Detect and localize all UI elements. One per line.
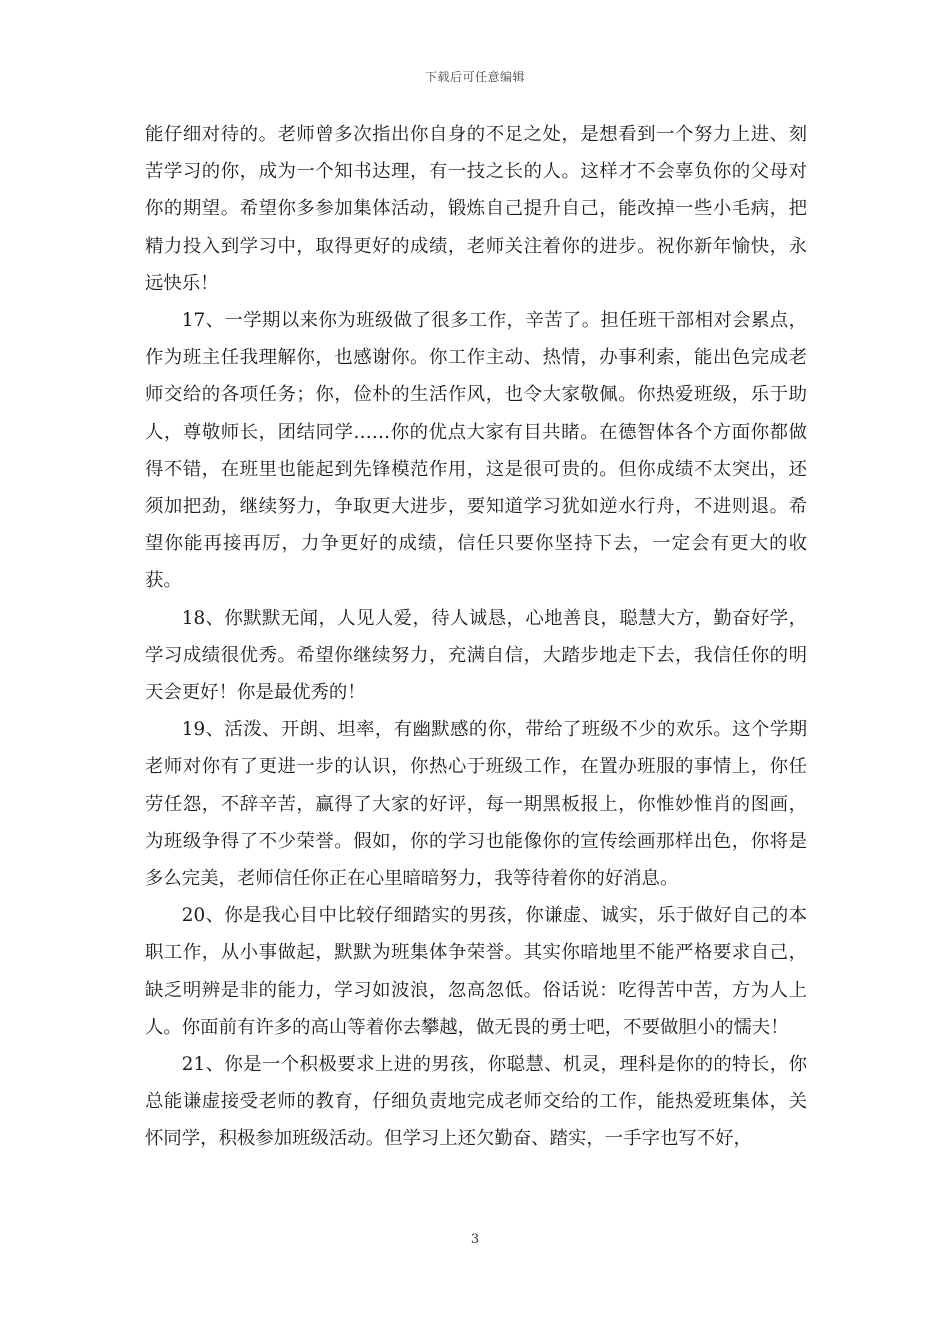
document-body — [145, 116, 807, 1158]
paragraph-comment-21: 21、你是一个积极要求上进的男孩，你聪慧、机灵，理科是你的的特长，你总能谦虚接受老师的教育，仔细负责地完成老师交给的工作，能热爱班集体，关怀同学，积极参加班级活动。但学习上还欠勤奋、踏实，一手字也写不好， — [145, 1054, 807, 1150]
paragraph-comment-19: 19、活泼、开朗、坦率，有幽默感的你，带给了班级不少的欢乐。这个学期老师对你有了更进一步的认识，你热心于班级工作，在置办班服的事情上，你任劳任怨，不辞辛苦，赢得了大家的好评，每一期黑板报上，你惟妙惟肖的图画，为班级争得了不少荣誉。假如，你的学习也能像你的宣传绘画那样出色，你将是多么完美，老师信任你正在心里暗暗努力，我等待着你的好消息。 — [145, 719, 807, 890]
page-number: 3 — [470, 1232, 480, 1247]
paragraph-comment-17: 17、一学期以来你为班级做了很多工作，辛苦了。担任班干部相对会累点，作为班主任我理解你，也感谢你。你工作主动、热情，办事利索，能出色完成老师交给的各项任务；你，俭朴的生活作风，也令大家敬佩。你热爱班级，乐于助人，尊敬师长，团结同学……你的优点大家有目共睹。在德智体各个方面你都做得不错，在班里也能起到先锋模范作用，这是很可贵的。但你成绩不太突出，还须加把劲，继续努力，争取更大进步，要知道学习犹如逆水行舟，不进则退。希望你能再接再厉，力争更好的成绩，信任只要你坚持下去，一定会有更大的收获。 — [145, 310, 807, 592]
paragraph-comment-18: 18、你默默无闻，人见人爱，待人诚恳，心地善良，聪慧大方，勤奋好学，学习成绩很优秀。希望你继续努力，充满自信，大踏步地走下去，我信任你的明天会更好！你是最优秀的！ — [145, 607, 807, 704]
paragraph-comment-20: 20、你是我心目中比较仔细踏实的男孩，你谦虚、诚实，乐于做好自己的本职工作，从小事做起，默默为班集体争荣誉。其实你暗地里不能严格要求自己，缺乏明辨是非的能力，学习如波浪，忽高忽低。俗话说：吃得苦中苦，方为人上人。你面前有许多的高山等着你去攀越，做无畏的勇士吧，不要做胆小的懦夫！ — [145, 905, 807, 1038]
page-header: 下载后可任意编辑 — [424, 70, 525, 84]
paragraph-continuation: 能仔细对待的。老师曾多次指出你自身的不足之处，是想看到一个努力上进、刻苦学习的你，成为一个知书达理，有一技之长的人。这样才不会辜负你的父母对你的期望。希望你多参加集体活动，锻炼自己提升自己，能改掉一些小毛病，把精力投入到学习中，取得更好的成绩，老师关注着你的进步。祝你新年愉快，永远快乐！ — [145, 124, 807, 294]
